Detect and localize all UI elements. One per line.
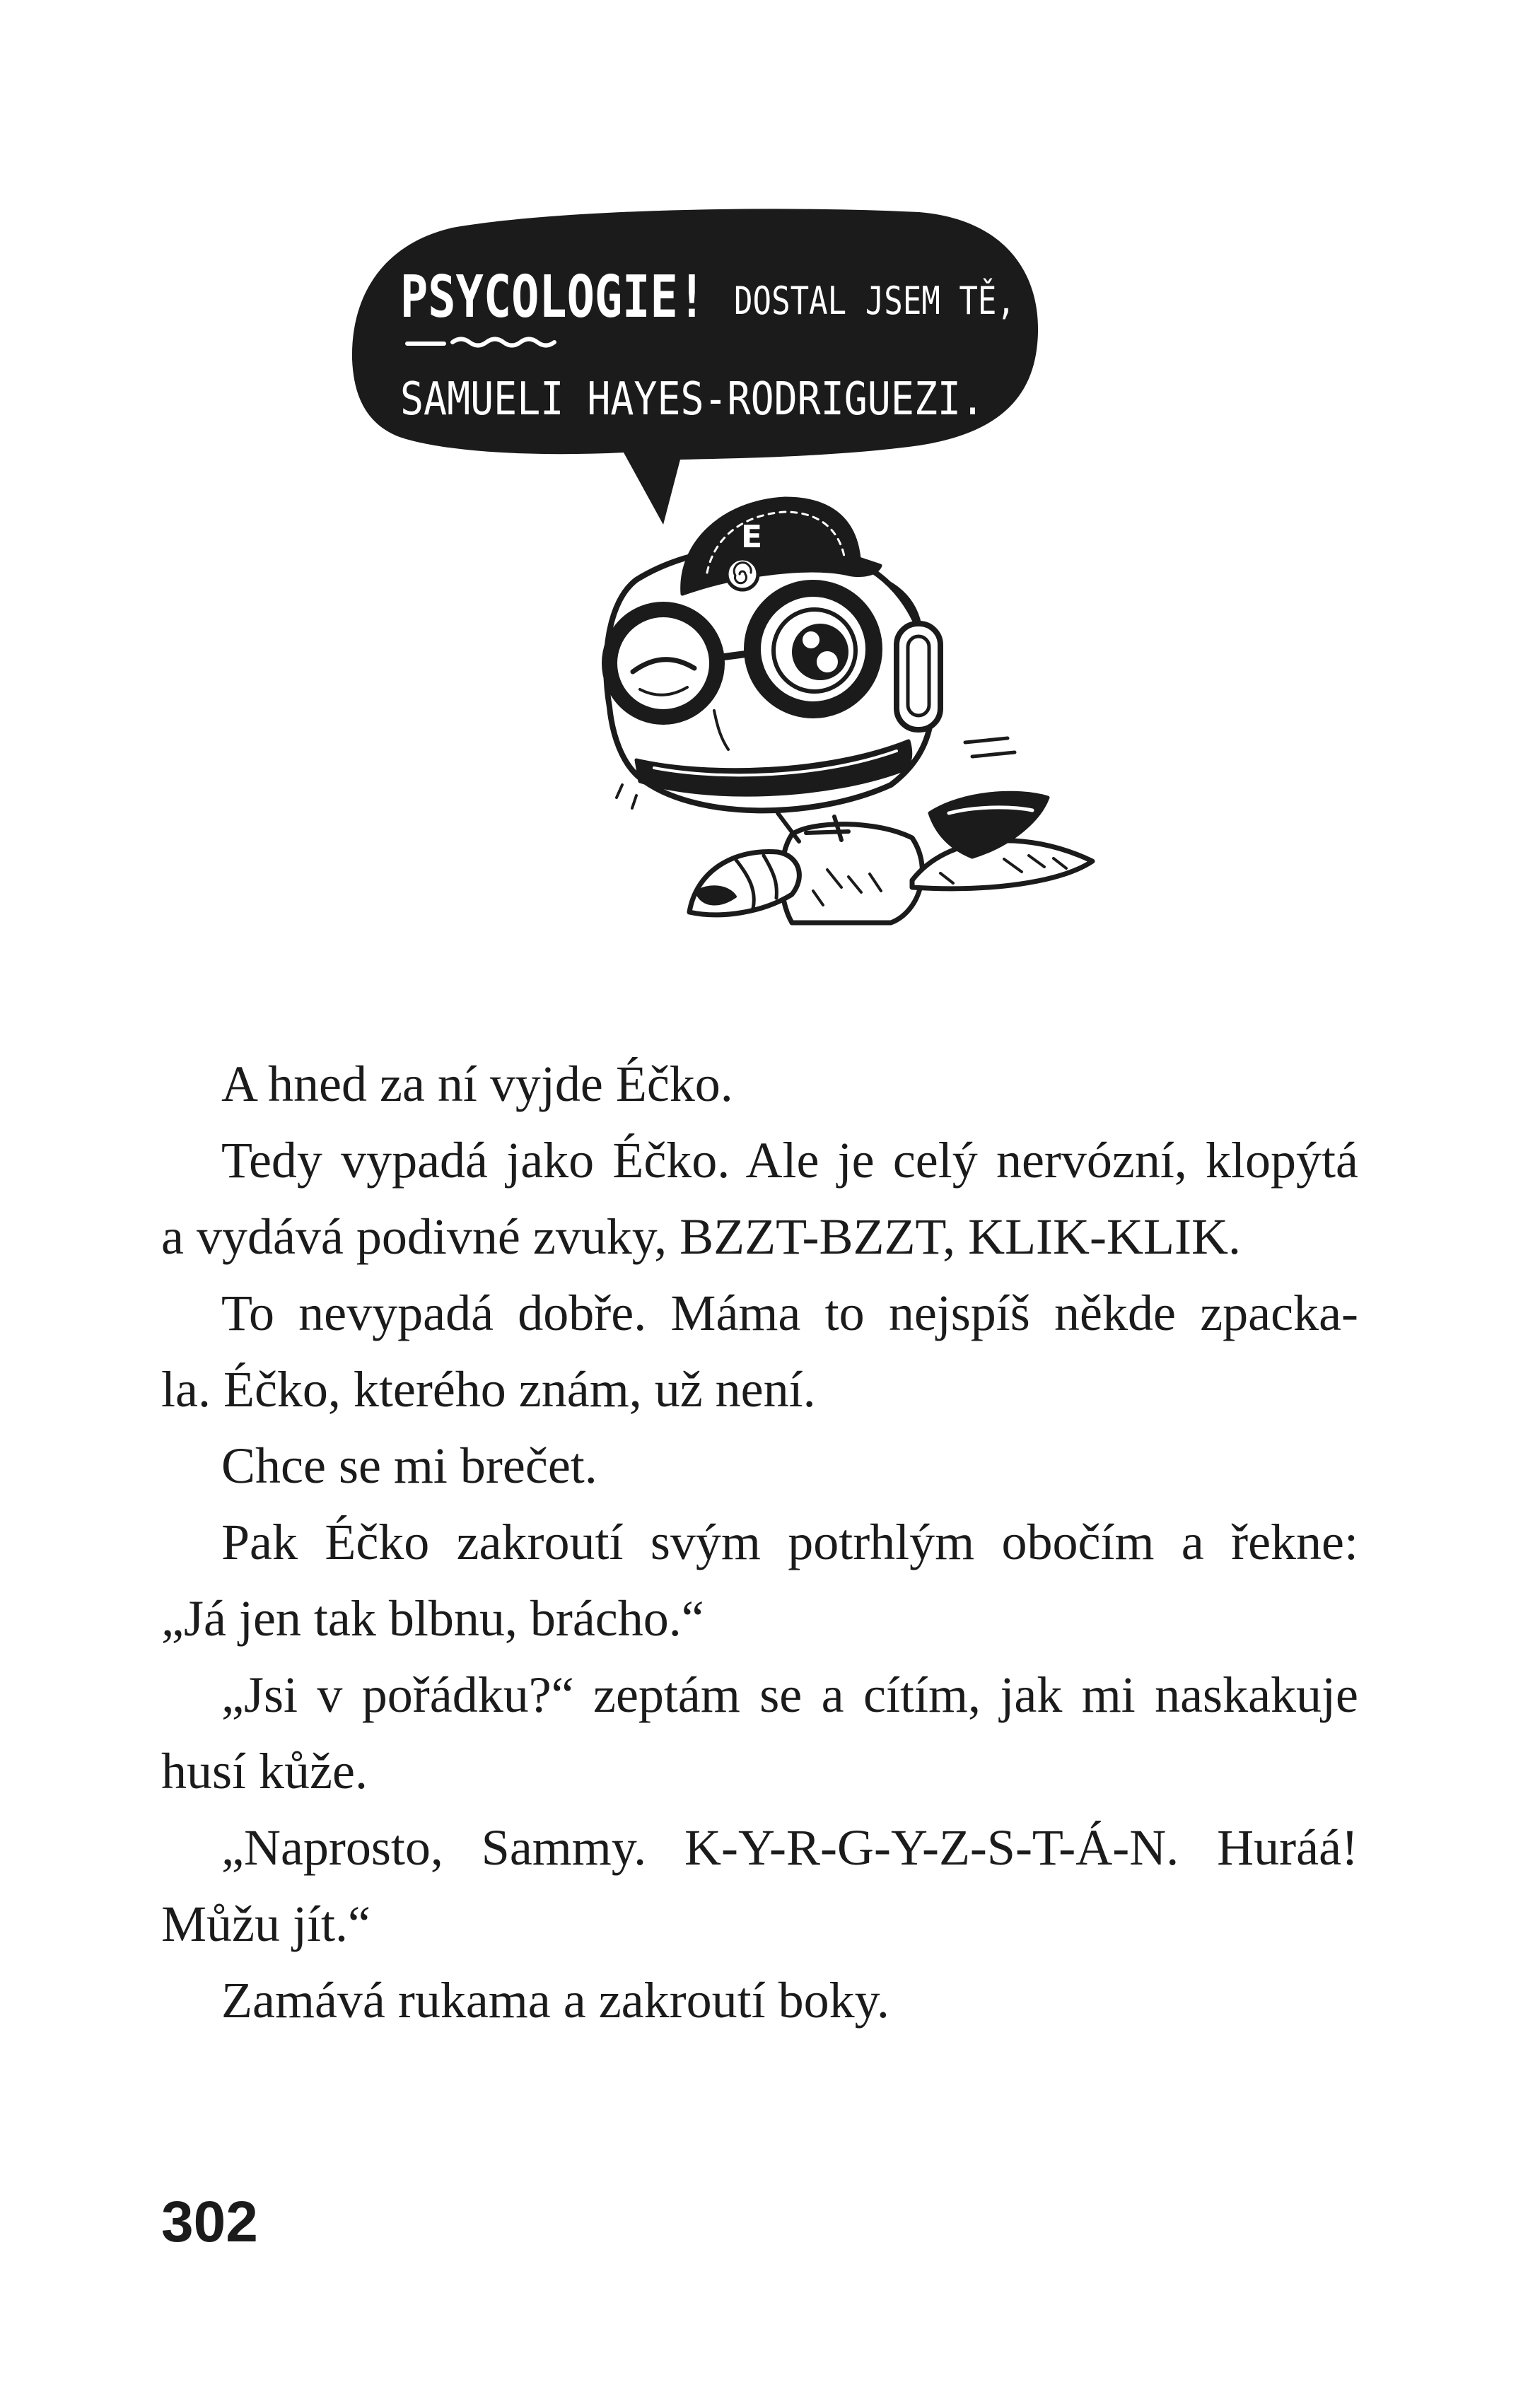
text-line: a vydává podivné zvuky, BZZT-BZZT, KLIK-KLIK. bbox=[161, 1208, 1241, 1265]
text-line: Můžu jít.“ bbox=[161, 1896, 371, 1952]
text-line: Pak Éčko zakroutí svým potrhlým obočím a řekne: bbox=[221, 1514, 1358, 1570]
paragraph bbox=[161, 1657, 1358, 1809]
text-line: To nevypadá dobře. Máma to nejspíš někde zpacka- bbox=[221, 1285, 1358, 1341]
paragraph bbox=[161, 1122, 1358, 1275]
page-number: 302 bbox=[161, 2190, 258, 2254]
paragraph bbox=[161, 1428, 1358, 1504]
bubble-exclamation: PSYCOLOGIE! bbox=[400, 264, 706, 331]
pupil-highlight-small bbox=[803, 631, 819, 648]
pupil bbox=[792, 624, 848, 680]
text-line: „Já jen tak blbnu, brácho.“ bbox=[161, 1590, 704, 1647]
body-text bbox=[161, 1046, 1358, 2038]
text-line: la. Éčko, kterého znám, už není. bbox=[161, 1361, 816, 1418]
paragraph bbox=[161, 1046, 1358, 1122]
paragraph bbox=[161, 1275, 1358, 1428]
motion-lines bbox=[965, 738, 1015, 757]
robot-torso bbox=[781, 824, 922, 923]
paragraph bbox=[161, 1504, 1358, 1657]
paragraph bbox=[161, 1809, 1358, 1962]
text-line: husí kůže. bbox=[161, 1743, 368, 1799]
robot-left-fingertip bbox=[696, 887, 735, 904]
pupil-highlight-large bbox=[817, 651, 838, 672]
illustration bbox=[0, 0, 1540, 955]
text-line: Zamává rukama a zakroutí boky. bbox=[221, 1972, 889, 2029]
text-line: Tedy vypadá jako Éčko. Ale je celý nervózní, klopýtá bbox=[221, 1132, 1358, 1189]
text-line: „Naprosto, Sammy. K-Y-R-G-Y-Z-S-T-Á-N. Huráá! bbox=[221, 1819, 1358, 1876]
robot-character bbox=[606, 498, 1092, 923]
bubble-line2: SAMUELI HAYES-RODRIGUEZI. bbox=[400, 373, 984, 426]
bubble-line1-rest: DOSTAL JSEM TĚ, bbox=[734, 279, 1015, 323]
rock-mound bbox=[912, 841, 1092, 889]
speech-bubble bbox=[352, 209, 1038, 525]
speech-bubble-shape bbox=[352, 209, 1038, 525]
swirl-button bbox=[727, 559, 758, 590]
left-lens bbox=[609, 609, 717, 717]
text-line: Chce se mi brečet. bbox=[221, 1437, 597, 1494]
cap-letter: E bbox=[741, 519, 763, 555]
text-line: A hned za ní vyjde Éčko. bbox=[221, 1056, 733, 1112]
paragraph bbox=[161, 1962, 1358, 2038]
text-line: „Jsi v pořádku?“ zeptám se a cítím, jak mi naskakuje bbox=[221, 1667, 1358, 1723]
